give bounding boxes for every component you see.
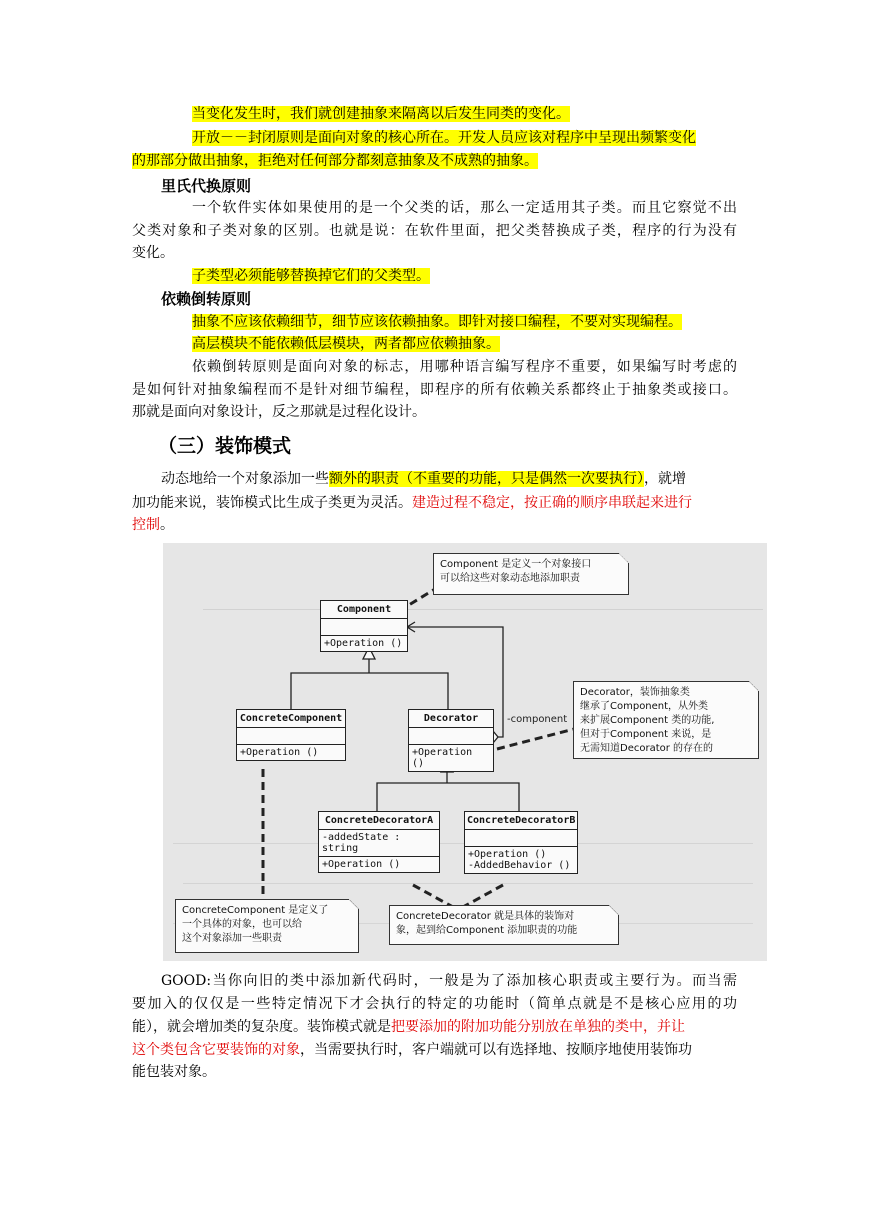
concrete-decorator-b-class xyxy=(464,811,578,874)
highlight: 子类型必须能够替换掉它们的父类型。 xyxy=(192,268,430,284)
dip-highlight-2 xyxy=(192,333,500,355)
red-text: 把要添加的附加功能分别放在单独的类中，并让 xyxy=(391,1019,685,1035)
ocp-line-2 xyxy=(192,127,696,149)
note-line: 但对于Component 来说，是 xyxy=(580,729,712,740)
good-line-1: GOOD:当你向旧的类中添加新代码时，一般是为了添加核心职责或主要行为。而当需 xyxy=(161,973,737,989)
red-text: 控制 xyxy=(132,517,160,533)
class-operations: +Operation () xyxy=(412,747,473,769)
concrete-decorator-a-class xyxy=(318,811,440,873)
text: ，就增 xyxy=(644,471,686,487)
class-operations: +Operation () xyxy=(324,638,403,649)
note-line: 这个对象添加一些职责 xyxy=(182,933,282,944)
decorator-intro-line-2 xyxy=(132,492,692,514)
highlight: 开放－－封闭原则是面向对象的核心所在。开发人员应该对程序中呈现出频繁变化 xyxy=(192,130,696,146)
decorator-heading: （三）装饰模式 xyxy=(158,435,292,457)
uml-diagram xyxy=(163,543,767,961)
dip-line-3: 那就是面向对象设计，反之那就是过程化设计。 xyxy=(132,404,426,420)
highlight: 抽象不应该依赖细节，细节应该依赖抽象。即针对接口编程，不要对实现编程。 xyxy=(192,314,682,330)
class-attributes xyxy=(409,728,493,745)
class-attributes xyxy=(321,619,407,636)
good-line-2: 要加入的仅仅是一些特定情况下才会执行的特定的功能时（简单点就是不是核心应用的功 xyxy=(132,996,737,1012)
note-line: Decorator，装饰抽象类 xyxy=(580,687,690,698)
class-attributes xyxy=(465,830,577,847)
class-name: Decorator xyxy=(409,710,493,728)
note-line: 来扩展Component 类的功能, xyxy=(580,715,715,726)
good-line-5: 能包装对象。 xyxy=(132,1064,216,1080)
note-line: ConcreteDecorator 就是具体的装饰对 xyxy=(396,911,575,922)
highlight: 高层模块不能依赖低层模块，两者都应依赖抽象。 xyxy=(192,336,500,352)
good-line-4 xyxy=(132,1039,692,1061)
lsp-line-1: 一个软件实体如果使用的是一个父类的话，那么一定适用其子类。而且它察觉不出 xyxy=(192,200,737,216)
dip-heading: 依赖倒转原则 xyxy=(161,290,252,308)
class-name: ConcreteDecoratorB xyxy=(465,812,577,830)
operation: -AddedBehavior () xyxy=(468,860,571,871)
concrete-decorator-note xyxy=(389,905,619,945)
class-operations: +Operation () xyxy=(240,747,319,758)
class-attributes: -addedState : string xyxy=(319,830,439,857)
decorator-intro-line-3 xyxy=(132,514,174,536)
highlight: 额外的职责（不重要的功能，只是偶然一次要执行） xyxy=(329,471,644,487)
red-text: 建造过程不稳定，按正确的顺序串联起来进行 xyxy=(412,495,692,511)
dip-line-1: 依赖倒转原则是面向对象的标志，用哪种语言编写程序不重要，如果编写时考虑的 xyxy=(192,359,737,375)
class-name: Component xyxy=(321,601,407,619)
note-line: 继承了Component，从外类 xyxy=(580,701,709,712)
highlight: 当变化发生时，我们就创建抽象来隔离以后发生同类的变化。 xyxy=(192,106,570,122)
decorator-intro-line-1 xyxy=(161,468,686,490)
class-name: ConcreteComponent xyxy=(237,710,345,728)
ocp-line-3 xyxy=(132,150,538,172)
concrete-component-class xyxy=(236,709,346,761)
lsp-heading: 里氏代换原则 xyxy=(161,177,252,195)
note-line: 一个具体的对象，也可以给 xyxy=(182,919,302,930)
concrete-component-note xyxy=(175,899,359,953)
ocp-line-1 xyxy=(192,103,570,125)
class-operations: +Operation () xyxy=(322,859,401,870)
red-text: 这个类包含它要装饰的对象 xyxy=(132,1042,300,1058)
good-line-3 xyxy=(132,1016,685,1038)
note-line: 无需知道Decorator 的存在的 xyxy=(580,743,714,754)
component-class xyxy=(320,600,408,652)
note-line: 可以给这些对象动态地添加职责 xyxy=(440,573,580,584)
highlight: 的那部分做出抽象，拒绝对任何部分都刻意抽象及不成熟的抽象。 xyxy=(132,153,538,169)
operation: +Operation () xyxy=(468,849,547,860)
text: 动态地给一个对象添加一些 xyxy=(161,471,329,487)
class-operations xyxy=(465,847,577,873)
lsp-line-3: 变化。 xyxy=(132,245,174,261)
note-line: Component 是定义一个对象接口 xyxy=(440,559,592,570)
lsp-line-2: 父类对象和子类对象的区别。也就是说：在软件里面，把父类替换成子类，程序的行为没有 xyxy=(132,223,737,239)
text: 。 xyxy=(160,517,174,533)
decorator-class xyxy=(408,709,494,772)
note-line: 象，起到给Component 添加职责的功能 xyxy=(396,925,578,936)
component-association-label: -component xyxy=(507,714,568,725)
dip-line-2: 是如何针对抽象编程而不是针对细节编程，即程序的所有依赖关系都终止于抽象类或接口。 xyxy=(132,382,737,398)
note-line: ConcreteComponent 是定义了 xyxy=(182,905,329,916)
class-name: ConcreteDecoratorA xyxy=(319,812,439,830)
lsp-highlight-line xyxy=(192,265,430,287)
text: 能），就会增加类的复杂度。装饰模式就是 xyxy=(132,1019,391,1035)
class-attributes xyxy=(237,728,345,745)
dip-highlight-1 xyxy=(192,311,682,333)
component-note xyxy=(433,553,629,595)
text: ，当需要执行时，客户端就可以有选择地、按顺序地使用装饰功 xyxy=(300,1042,692,1058)
text: 加功能来说，装饰模式比生成子类更为灵活。 xyxy=(132,495,412,511)
decorator-note xyxy=(573,681,759,759)
